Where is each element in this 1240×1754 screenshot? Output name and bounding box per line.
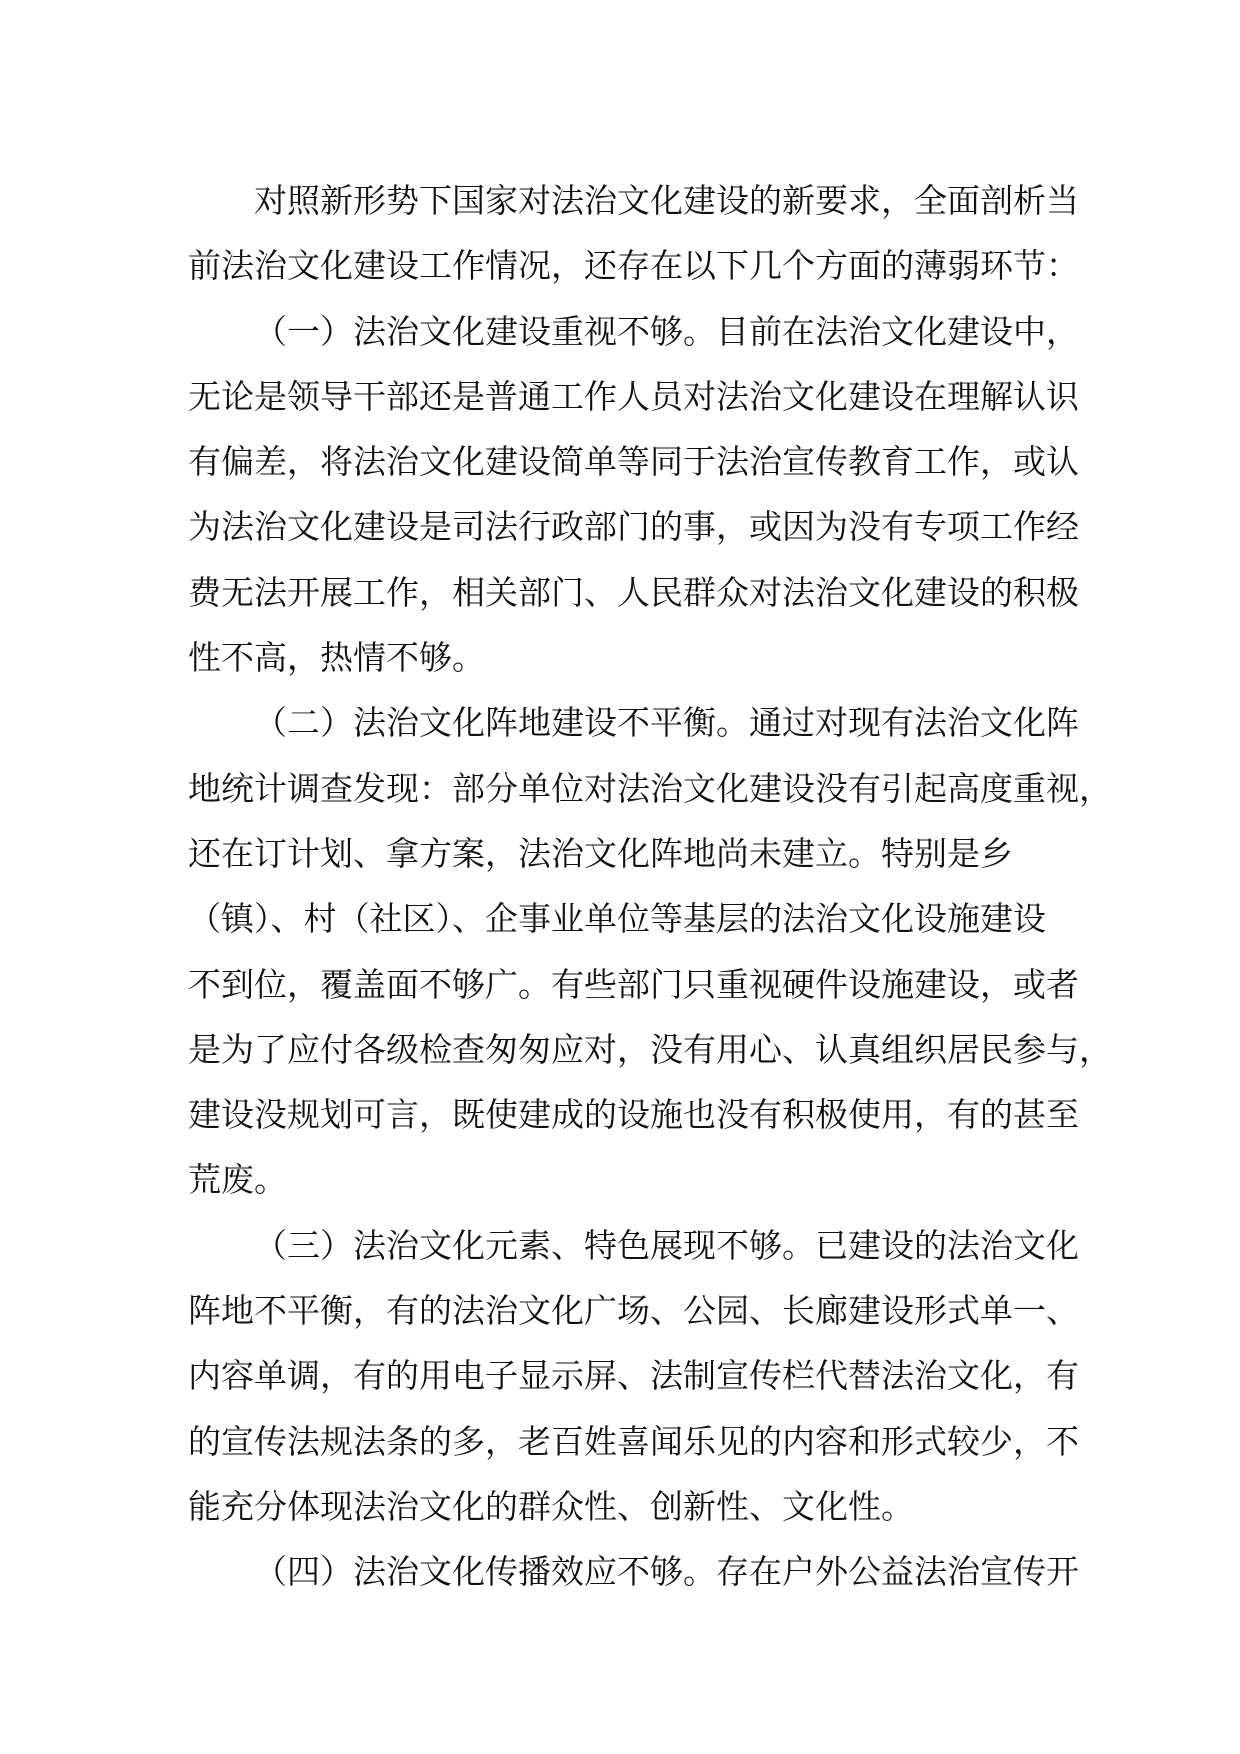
paragraph-intro (188, 168, 1079, 299)
section-heading-line: （二）法治文化阵地建设不平衡。通过对现有法治文化阵 (254, 703, 1079, 743)
paragraph-line: 不到位，覆盖面不够广。有些部门只重视硬件设施建设，或者 (188, 964, 1079, 1004)
paragraph-line: 内容单调，有的用电子显示屏、法制宣传栏代替法治文化，有 (188, 1356, 1079, 1396)
paragraph-line: 能充分体现法治文化的群众性、创新性、文化性。 (188, 1486, 914, 1526)
document-body (188, 168, 1112, 1605)
paragraph-line: 阵地不平衡，有的法治文化广场、公园、长廊建设形式单一、 (188, 1291, 1079, 1331)
paragraph-line: 有偏差，将法治文化建设简单等同于法治宣传教育工作，或认 (188, 442, 1079, 482)
section-heading-line: （三）法治文化元素、特色展现不够。已建设的法治文化 (254, 1225, 1079, 1265)
paragraph-section-1 (188, 299, 1079, 691)
paragraph-line: 建设没规划可言，既使建成的设施也没有积极使用，有的甚至 (188, 1095, 1079, 1135)
paragraph-line: 性不高，热情不够。 (188, 638, 485, 678)
paragraph-section-4 (188, 1539, 1079, 1604)
paragraph-line: 费无法开展工作，相关部门、人民群众对法治文化建设的积极 (188, 572, 1079, 612)
section-heading-line: （一）法治文化建设重视不够。目前在法治文化建设中， (254, 311, 1079, 351)
paragraph-section-3 (188, 1213, 1079, 1539)
paragraph-line: 前法治文化建设工作情况，还存在以下几个方面的薄弱环节： (188, 246, 1079, 286)
paragraph-line: 无论是领导干部还是普通工作人员对法治文化建设在理解认识 (188, 376, 1079, 416)
section-heading-line: （四）法治文化传播效应不够。存在户外公益法治宣传开 (254, 1552, 1079, 1592)
paragraph-section-2 (188, 690, 1112, 1212)
paragraph-line: 还在订计划、拿方案，法治文化阵地尚未建立。特别是乡 (188, 833, 1013, 873)
paragraph-line: （镇）、村（社区）、企事业单位等基层的法治文化设施建设 (188, 899, 1046, 939)
paragraph-line: 荒废。 (188, 1160, 287, 1200)
paragraph-line: 为法治文化建设是司法行政部门的事，或因为没有专项工作经 (188, 507, 1079, 547)
paragraph-line: 的宣传法规法条的多，老百姓喜闻乐见的内容和形式较少，不 (188, 1421, 1079, 1461)
paragraph-line: 地统计调查发现：部分单位对法治文化建设没有引起高度重视， (188, 768, 1112, 808)
paragraph-line: 是为了应付各级检查匆匆应对，没有用心、认真组织居民参与， (188, 1029, 1112, 1069)
paragraph-line: 对照新形势下国家对法治文化建设的新要求，全面剖析当 (254, 181, 1079, 220)
